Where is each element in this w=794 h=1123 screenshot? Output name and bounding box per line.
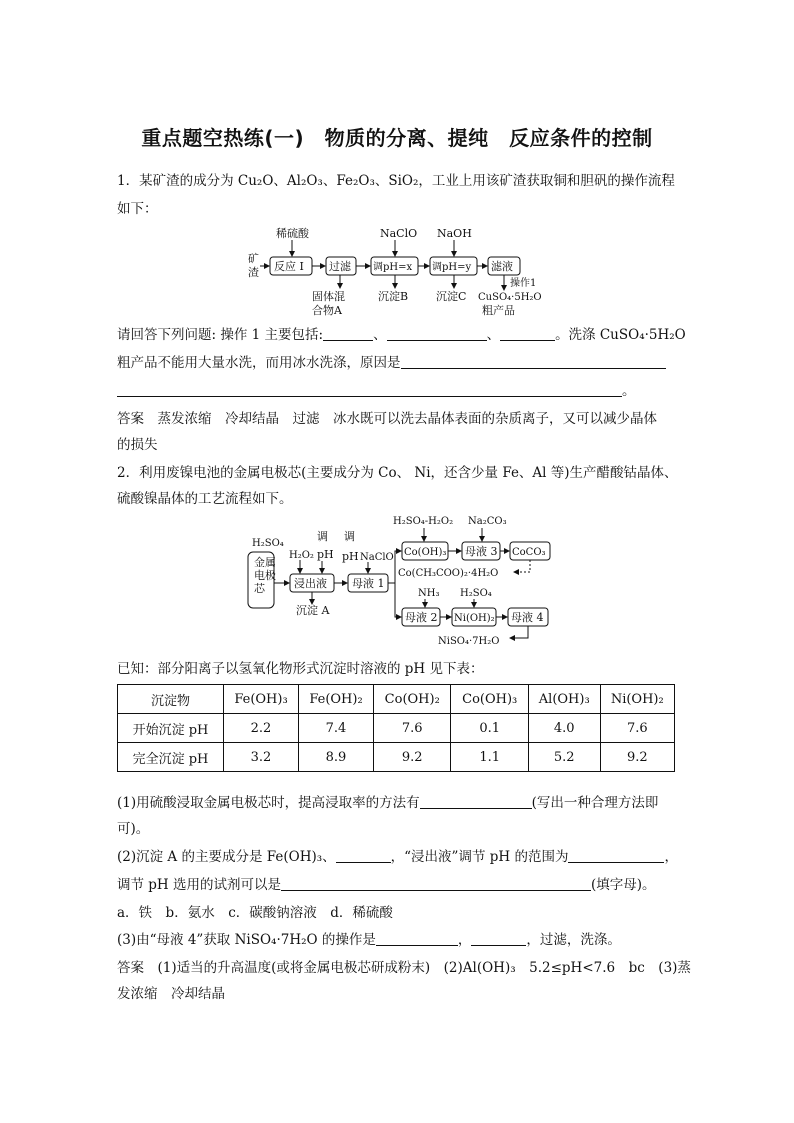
- table-cell: 9.2: [600, 743, 674, 772]
- q1-flow-input-sulfuric: 稀硫酸: [276, 227, 309, 240]
- q1-flow-input-naclo: NaClO: [380, 227, 418, 240]
- q1-blank-4[interactable]: [401, 354, 666, 369]
- q2-blank-6[interactable]: [471, 931, 526, 946]
- table-cell: 完全沉淀 pH: [118, 743, 224, 772]
- q2-box-electrode-3: 芯: [254, 582, 265, 595]
- q2-blank-4[interactable]: [281, 876, 591, 891]
- q1-blank-5[interactable]: [117, 382, 622, 397]
- q2-sub2-line2: 调节 pH 选用的试剂可以是 (填字母)。: [117, 877, 656, 893]
- table-cell: 开始沉淀 pH: [118, 714, 224, 743]
- q2-box-electrode-2: 电极: [254, 569, 276, 582]
- q2-label-niso4: NiSO₄·7H₂O: [438, 636, 500, 647]
- q2-box-electrode-1: 金属: [254, 556, 276, 569]
- ph-table-header: Al(OH)₃: [528, 685, 600, 714]
- q2-sub2-line1: (2)沉淀 A 的主要成分是 Fe(OH)₃、 ，“浸出液”调节 pH 的范围为 ，: [117, 849, 678, 865]
- table-cell: 2.2: [223, 714, 298, 743]
- ph-table-header: Fe(OH)₃: [223, 685, 298, 714]
- ph-table-header: Co(OH)₃: [451, 685, 528, 714]
- q2-label-h2o2: H₂O₂: [289, 550, 314, 561]
- q2-box-mother1-label: 母液 1: [352, 577, 385, 590]
- q2-flow-diagram: [240, 512, 560, 652]
- ph-table-header: 沉淀物: [118, 685, 224, 714]
- table-cell: 5.2: [528, 743, 600, 772]
- q2-box-mother2-label: 母液 2: [405, 611, 438, 624]
- q2-answer-line1: 答案 (1)适当的升高温度(或将金属电极芯研成粉末) (2)Al(OH)₃ 5.2≤pH<7.6 bc (3)蒸: [117, 960, 691, 976]
- q1-out-a-2: 合物A: [312, 304, 342, 317]
- q2-answer-line2: 发浓缩 冷却结晶: [117, 986, 225, 1002]
- q2-label-tiao1: 调: [317, 530, 328, 543]
- q2-known: 已知：部分阳离子以氢氧化物形式沉淀时溶液的 pH 见下表：: [117, 661, 484, 677]
- q1-answer-line2: 的损失: [117, 437, 158, 453]
- q1-step-filtrate-label: 滤液: [491, 260, 513, 273]
- q1-flow-diagram: [240, 222, 560, 322]
- table-cell: 7.6: [600, 714, 674, 743]
- q2-label-co-acetate: Co(CH₃COO)₂·4H₂O: [398, 568, 499, 579]
- q2-box-mother4-label: 母液 4: [511, 611, 544, 624]
- table-row: [118, 743, 675, 772]
- page-title: 重点题空热练(一) 物质的分离、提纯 反应条件的控制: [141, 126, 653, 150]
- q2-blank-2[interactable]: [336, 848, 391, 863]
- q1-flow-input-naoh: NaOH: [437, 227, 472, 240]
- ph-table: [117, 684, 675, 772]
- q2-sub3: (3)由“母液 4”获取 NiSO₄·7H₂O 的操作是 ， ，过滤，洗涤。: [117, 932, 621, 948]
- table-row: [118, 714, 675, 743]
- q2-sub1-line2: 可)。: [117, 821, 150, 837]
- q1-out-crude: 粗产品: [482, 304, 515, 317]
- q2-blank-5[interactable]: [376, 931, 458, 946]
- q2-label-h2so4-h2o2: H₂SO₄-H₂O₂: [393, 516, 454, 527]
- q1-step-filter-label: 过滤: [329, 260, 351, 273]
- table-cell: 4.0: [528, 714, 600, 743]
- table-cell: 0.1: [451, 714, 528, 743]
- q1-out-a-1: 固体混: [312, 290, 345, 303]
- q1-ask-line2: 粗产品不能用大量水洗，而用冰水洗涤，原因是: [117, 350, 677, 376]
- q2-label-nh3: NH₃: [418, 588, 440, 599]
- q1-step-ph-x-label: 调pH=x: [373, 262, 413, 273]
- q1-blank-3[interactable]: [500, 326, 555, 341]
- q1-blank-2[interactable]: [387, 326, 487, 341]
- table-cell: 7.4: [299, 714, 374, 743]
- q2-box-nioh2-label: Ni(OH)₂: [454, 613, 495, 624]
- q2-label-ph1: pH: [317, 548, 334, 561]
- q2-stem-line2: 硫酸镍晶体的工艺流程如下。: [117, 491, 293, 507]
- q2-label-precip-a: 沉淀 A: [296, 604, 330, 617]
- table-cell: 7.6: [374, 714, 451, 743]
- q2-sub1-line1: (1)用硫酸浸取金属电极芯时，提高浸取率的方法有 (写出一种合理方法即: [117, 795, 659, 811]
- q1-flow-start-2: 渣: [248, 266, 259, 279]
- q2-box-coh3-label: Co(OH)₃: [404, 547, 447, 558]
- q2-box-mother3-label: 母液 3: [465, 545, 498, 558]
- table-cell: 8.9: [299, 743, 374, 772]
- q2-options: a．铁 b．氨水 c．碳酸钠溶液 d．稀硫酸: [117, 905, 393, 921]
- q2-label-h2so4: H₂SO₄: [252, 538, 284, 549]
- ph-table-header: Ni(OH)₂: [600, 685, 674, 714]
- q2-label-h2so4-b: H₂SO₄: [460, 588, 492, 599]
- q2-label-naclo: NaClO: [360, 552, 394, 563]
- q1-answer-line1: 答案 蒸发浓缩 冷却结晶 过滤 冰水既可以洗去晶体表面的杂质离子，又可以减少晶体: [117, 411, 657, 427]
- q2-blank-3[interactable]: [568, 848, 664, 863]
- q1-stem-line2: 如下：: [117, 201, 158, 217]
- q1-out-cuso4: CuSO₄·5H₂O: [478, 292, 542, 303]
- q1-step-reaction-label: 反应 I: [274, 260, 304, 273]
- q2-box-leach-label: 浸出液: [294, 577, 327, 590]
- q2-label-ph2: pH: [342, 550, 359, 563]
- q2-label-tiao2: 调: [344, 530, 355, 543]
- q2-label-na2co3: Na₂CO₃: [468, 516, 507, 527]
- q1-ask-line1: 请回答下列问题: 操作 1 主要包括: 、 、 。洗涤 CuSO₄·5H₂O: [117, 327, 686, 343]
- q1-step-ph-y-label: 调pH=y: [432, 262, 472, 273]
- q2-blank-1[interactable]: [420, 794, 532, 809]
- table-cell: 1.1: [451, 743, 528, 772]
- q1-out-op1: 操作1: [510, 278, 537, 289]
- q2-stem-line1: 2．利用废镍电池的金属电极芯(主要成分为 Co、 Ni，还含少量 Fe、Al 等)生产醋酸钴晶体、: [117, 465, 678, 481]
- q1-out-c: 沉淀C: [436, 290, 467, 303]
- q1-blank-1[interactable]: [323, 326, 373, 341]
- ph-table-header: Co(OH)₂: [374, 685, 451, 714]
- ph-table-header-row: [118, 685, 675, 714]
- table-cell: 9.2: [374, 743, 451, 772]
- q2-box-coco3-label: CoCO₃: [512, 547, 546, 558]
- q1-flow-start-1: 矿: [248, 252, 259, 265]
- table-cell: 3.2: [223, 743, 298, 772]
- q1-out-b: 沉淀B: [378, 290, 409, 303]
- q1-ask-line3: 。: [117, 378, 677, 404]
- ph-table-header: Fe(OH)₂: [299, 685, 374, 714]
- q1-stem-line1: 1．某矿渣的成分为 Cu₂O、Al₂O₃、Fe₂O₃、SiO₂，工业上用该矿渣获取铜和胆矾的操作流程: [117, 173, 675, 189]
